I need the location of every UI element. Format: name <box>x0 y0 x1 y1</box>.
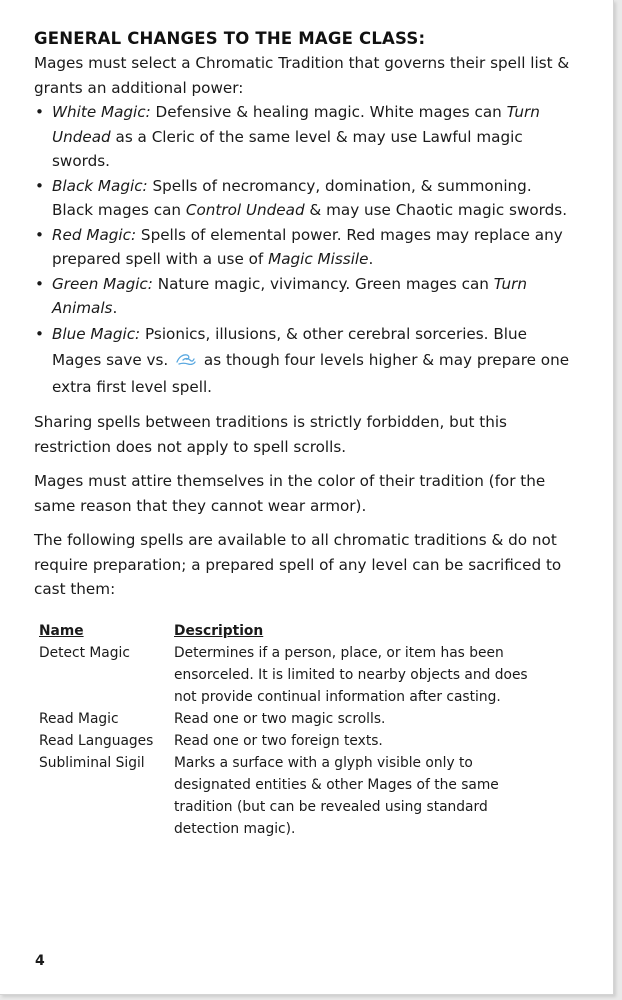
column-header-name: Name <box>39 622 84 639</box>
wave-icon <box>175 349 197 365</box>
spell-description: Determines if a person, place, or item has been ensorceled. It is limited to nearby objects and does not provide continual information after casting. <box>174 644 528 705</box>
spell-name: Subliminal Sigil <box>39 754 145 771</box>
spell-name: Read Magic <box>39 710 119 727</box>
table-row <box>39 642 549 708</box>
table-row <box>39 730 549 752</box>
rule-paragraph-sharing: Sharing spells between traditions is strictly forbidden, but this restriction does not apply to spell scrolls. <box>34 413 507 456</box>
tradition-item-blue: • Blue Magic: Psionics, illusions, & other cerebral sorceries. Blue Mages save vs. as though four levels higher & may prepare one extra first level spell. <box>34 321 574 401</box>
tradition-name: Red Magic: <box>52 225 137 244</box>
tradition-name: Black Magic: <box>52 176 148 195</box>
page-content <box>34 27 574 840</box>
column-header-description: Description <box>174 622 264 639</box>
tradition-name: Blue Magic: <box>52 324 141 343</box>
spell-name: Detect Magic <box>39 644 130 661</box>
tradition-name: Green Magic: <box>52 274 153 293</box>
table-header-row <box>39 620 549 642</box>
section-heading: GENERAL CHANGES TO THE MAGE CLASS: <box>34 29 426 48</box>
table-row <box>39 708 549 730</box>
tradition-name: White Magic: <box>52 103 151 121</box>
rule-paragraph-attire: Mages must attire themselves in the color of their tradition (for the same reason that they cannot wear armor). <box>34 472 546 515</box>
spell-name: Read Languages <box>39 732 154 749</box>
spell-description: Read one or two foreign texts. <box>174 732 383 749</box>
spell-description: Read one or two magic scrolls. <box>174 710 386 727</box>
tradition-list <box>34 100 574 400</box>
spell-description: Marks a surface with a glyph visible only to designated entities & other Mages of the same tradition (but can be revealed using standard detection magic). <box>174 754 499 837</box>
tradition-item-green: • Green Magic: Nature magic, vivimancy. Green mages can Turn Animals. <box>34 272 574 321</box>
page-number: 4 <box>35 953 45 969</box>
rule-paragraph-universal-spells: The following spells are available to all chromatic traditions & do not require preparation; a prepared spell of any level can be sacrificed to cast them: <box>34 531 562 598</box>
tradition-item-black: • Black Magic: Spells of necromancy, domination, & summoning. Black mages can Control Undead & may use Chaotic magic swords. <box>34 174 574 223</box>
tradition-item-red: • Red Magic: Spells of elemental power. Red mages may replace any prepared spell with a use of Magic Missile. <box>34 223 574 272</box>
table-row <box>39 752 549 840</box>
universal-spells-table <box>39 620 549 840</box>
tradition-item-white: • White Magic: Defensive & healing magic. White mages can Turn Undead as a Cleric of the same level & may use Lawful magic swords. <box>34 100 574 174</box>
intro-paragraph: Mages must select a Chromatic Tradition that governs their spell list & grants an additional power: <box>34 54 570 97</box>
